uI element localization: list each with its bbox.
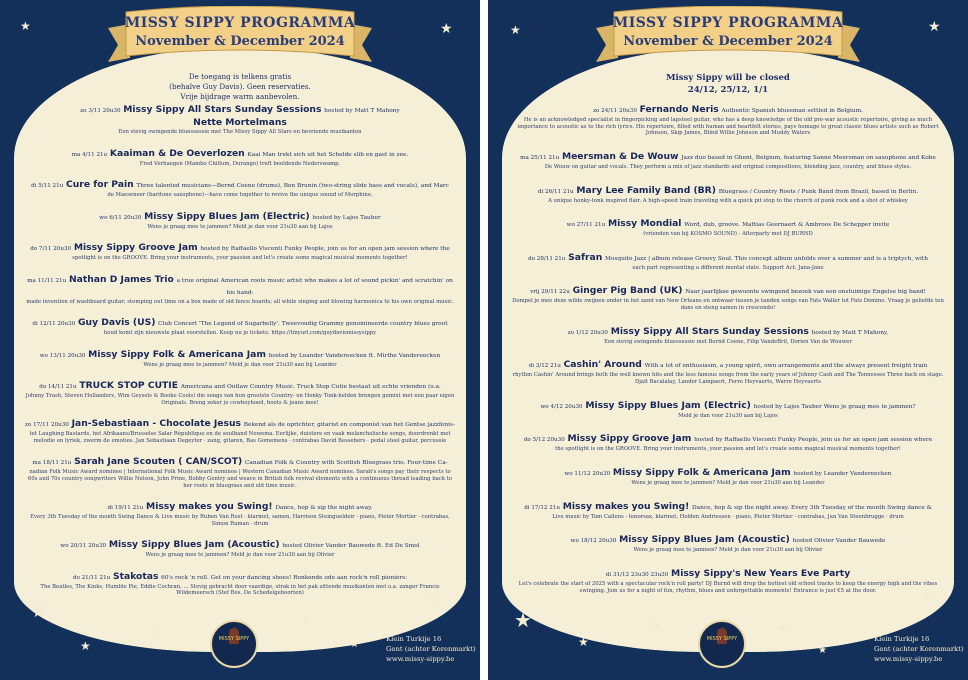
event-headline bbox=[24, 456, 456, 469]
event-title: Missy Sippy's New Years Eve Party bbox=[671, 567, 851, 579]
event-subtitle: hosted by Raffaello Visconti Funky People, join us for an open jam session where bbox=[694, 437, 933, 444]
event-item bbox=[24, 317, 456, 337]
event-headline bbox=[24, 274, 456, 299]
address-city: Gent (achter Korenmarkt) bbox=[386, 645, 476, 653]
event-guest: Nette Mortelmans bbox=[193, 117, 287, 128]
closure-dates: 24/12, 25/12, 1/1 bbox=[687, 85, 769, 95]
event-headline bbox=[512, 568, 944, 581]
event-title: Mary Lee Family Band (BR) bbox=[576, 184, 716, 196]
event-date: do 14/11 21u bbox=[39, 384, 77, 391]
event-date: di 12/11 20u30 bbox=[32, 321, 76, 328]
event-guest-line bbox=[24, 117, 456, 129]
event-title: Missy Sippy Groove Jam bbox=[567, 433, 692, 445]
event-item bbox=[512, 104, 944, 137]
event-subtitle: Americana and Outlaw Country Music. Truck Stop Cutie bestaat uit echte vrienden (o.a. bbox=[180, 384, 441, 391]
event-item bbox=[512, 185, 944, 205]
event-description: Dompel je mee deze wilde zwijnen onder in het zand van New Orleans en ontwaar tussen je tanden songs van Fats Waller tot Fats Domino. Vraag je geliefde ten dans en steng samen in crescendo! bbox=[512, 298, 944, 312]
event-item bbox=[24, 242, 456, 262]
event-date: zo 24/11 20u30 bbox=[593, 108, 637, 114]
address-street: Klein Turkije 16 bbox=[386, 635, 442, 643]
event-title: Missy Mondial bbox=[607, 218, 682, 230]
event-date: wo 4/12 20u30 bbox=[540, 403, 583, 410]
missy-sippy-logo bbox=[698, 620, 746, 668]
event-title: Missy Sippy Blues Jam (Electric) bbox=[585, 399, 751, 411]
event-headline bbox=[24, 148, 456, 161]
event-description: rhythm Cashin' Around brings both the well known hits and the less famous songs from the early years of Johnny Cash and The Tennessee Three back on stage. Djalt Bacalalay, Lander Lampaert, Ferre Heyvaerts, Warre Heyvaerts bbox=[512, 372, 944, 385]
event-item bbox=[512, 359, 944, 385]
event-item bbox=[512, 433, 944, 453]
event-title: Sarah Jane Scouten ( CAN/SCOT) bbox=[74, 456, 243, 468]
star-icon: ★ bbox=[778, 621, 789, 635]
event-description: Meld je dan voor 21u30 aan bij Lajos bbox=[678, 412, 778, 419]
event-date: do 21/11 21u bbox=[72, 574, 111, 581]
event-title: Missy Sippy Blues Jam (Electric) bbox=[144, 210, 310, 222]
title-banner bbox=[108, 6, 372, 68]
event-date: zo 3/11 20u30 bbox=[80, 108, 121, 114]
poster-december bbox=[488, 0, 968, 680]
event-item bbox=[512, 326, 944, 346]
event-date: zo 1/12 20u30 bbox=[567, 329, 608, 336]
event-date: wo 6/11 20u30 bbox=[99, 214, 142, 221]
event-subtitle: Bekend als de oprichter, gitarist en componist van het Gentse jazzfenis- bbox=[243, 422, 455, 429]
event-subtitle: hosted by Lajos Tauber Wens je graag mee te jammen? bbox=[753, 403, 916, 410]
intro-line: (behalve Guy Davis). Geen reservaties. bbox=[169, 82, 311, 91]
event-title: Guy Davis (US) bbox=[78, 317, 156, 329]
event-description: A unique honky-tonk inspired flair. A high-speed train traveling with a quick pit stop to the church of punk rock and a shot of whiskey bbox=[548, 197, 908, 204]
event-title: Safran bbox=[568, 251, 603, 263]
event-item bbox=[24, 148, 456, 168]
event-description: tet Laughing Bastards, het Afrikaans/Brusselse Salar République en de soulband Nowema. Eerlijke, duistere en vaak melancholische songs, doordrenkt met melodie en lyriek, zwerm de emoties. Jan Sebastiaan Degeyter · zang, gitaren, Bas Gomemens · contrabas David Bessebers · pedal steel guitar, percussie bbox=[29, 431, 451, 444]
star-icon: ★ bbox=[648, 616, 663, 635]
event-item bbox=[24, 456, 456, 489]
star-icon: ★ bbox=[30, 598, 50, 623]
event-subtitle: Dance, hop & sip the night away. bbox=[275, 505, 373, 512]
venue-address bbox=[874, 634, 964, 664]
closure-line: Missy Sippy will be closed bbox=[666, 73, 790, 83]
address-city: Gent (achter Korenmarkt) bbox=[874, 645, 964, 653]
event-description: Every 3th Tuesday of the month Swing Dance & Live music by Ruben Van Rost · klarinet, samen, Harrison Steingueldeir · piano, Pieter Mortier · contrabas, Simon Raman · drum bbox=[30, 514, 450, 527]
event-date: vrij 29/11 22u bbox=[530, 289, 570, 296]
event-item bbox=[24, 571, 456, 597]
event-subtitle: hosted Olivier Vander Bauwede bbox=[792, 538, 886, 545]
event-subtitle: hosted by Raffaello Visconti Funky People, join us for an open jam session where the bbox=[200, 246, 450, 253]
logo-text: MISSY SIPPY bbox=[218, 636, 250, 642]
event-title: Missy Sippy Folk & Americana Jam bbox=[88, 348, 266, 360]
event-date: do 5/12 20u30 bbox=[523, 437, 565, 444]
event-subtitle: 60's rock 'n roll. Get on your dancing shoes! Ronkende ode aan rock'n roll pioniers: bbox=[161, 574, 408, 581]
star-icon: ★ bbox=[80, 639, 91, 653]
event-description: de Maeseneer (baritone saxophone)—have come together to revive the unique sound of Morphine. bbox=[107, 192, 373, 199]
star-icon: ★ bbox=[440, 21, 453, 37]
event-title: Missy makes you Swing! bbox=[146, 501, 273, 513]
event-subtitle: hosted by Matt T Mahony, bbox=[811, 329, 889, 336]
star-icon: ★ bbox=[514, 608, 532, 632]
intro-line: De toegang is telkens gratis bbox=[188, 72, 292, 81]
event-date: zo 17/11 20u30 bbox=[25, 422, 69, 429]
event-headline bbox=[24, 571, 456, 584]
star-icon: ★ bbox=[928, 19, 941, 35]
event-date: ma 25/11 21u bbox=[520, 154, 560, 161]
event-headline bbox=[24, 380, 456, 393]
poster-november bbox=[0, 0, 480, 680]
event-headline bbox=[512, 218, 944, 231]
event-description: made invention of washboard guitar; stomping out time on a box made of old fence boards; all while singing and blowing harmonica to his own original music. bbox=[26, 298, 454, 305]
event-item bbox=[512, 400, 944, 420]
event-description: each part representing a different mental state. Support Act: Jana-Jane bbox=[632, 264, 824, 271]
event-title: Nathan D James Trio bbox=[68, 273, 174, 285]
event-date: di 26/11 21u bbox=[537, 188, 574, 195]
banner-subtitle: November & December 2024 bbox=[623, 34, 833, 49]
website-link[interactable]: www.missy-sippy.be bbox=[874, 655, 943, 663]
event-item bbox=[512, 534, 944, 554]
event-headline bbox=[24, 418, 456, 431]
event-item bbox=[24, 104, 456, 136]
event-headline bbox=[512, 534, 944, 547]
event-date: ma 4/11 21u bbox=[71, 151, 108, 158]
event-headline bbox=[24, 539, 456, 552]
event-title: Missy Sippy Blues Jam (Acoustic) bbox=[108, 539, 280, 551]
event-item bbox=[24, 179, 456, 199]
event-subtitle: hosted by Lajos Tauber bbox=[312, 214, 381, 221]
event-item bbox=[512, 218, 944, 238]
event-headline bbox=[24, 104, 456, 117]
event-headline bbox=[512, 285, 944, 298]
star-icon: ★ bbox=[350, 639, 359, 650]
event-subtitle: Club Concert 'The Legend of Sugarbelly'. Tweevoudig Grammy genomineerde country blues groot bbox=[158, 321, 448, 328]
entrance-info bbox=[130, 72, 350, 102]
star-icon: ★ bbox=[300, 614, 313, 630]
event-subtitle: Authentic Spanish bluesman settled in Belgium. bbox=[721, 108, 863, 114]
event-list bbox=[512, 104, 944, 608]
event-subtitle: Three talented musicians—Bernd Coene (drums), Ben Brunin (two-string slide bass and vocals), and Marc bbox=[136, 183, 449, 190]
event-headline bbox=[512, 252, 944, 265]
event-title: Cure for Pain bbox=[66, 179, 134, 191]
event-description: (vrienden van bij KOSMO SOUND) - Afterparty met DJ BURND bbox=[643, 231, 813, 238]
event-headline bbox=[512, 104, 944, 117]
event-description: Een stevig swingende bluessessie met Bernd Coene, Filip VandeBril, Dorien Van de Wouwer bbox=[604, 338, 852, 345]
event-headline bbox=[512, 400, 944, 413]
event-date: di 3/12 21u bbox=[528, 363, 561, 370]
event-subtitle: hosted by Matt T Mahony bbox=[324, 108, 400, 114]
missy-sippy-logo bbox=[210, 620, 258, 668]
star-icon: ★ bbox=[578, 635, 589, 649]
event-subtitle: Dance, hop & sip the night away. Every 3th Tuesday of the month Swing dance & bbox=[692, 504, 932, 511]
event-headline bbox=[512, 326, 944, 339]
event-title: TRUCK STOP CUTIE bbox=[79, 380, 178, 392]
event-date: di 5/11 21u bbox=[31, 183, 64, 190]
event-item bbox=[24, 380, 456, 406]
event-item bbox=[512, 501, 944, 521]
event-date: wo 27/11 21u bbox=[566, 222, 606, 229]
event-subtitle: Word, dub, groove. Mattias Geernaert & Ambroos De Schepper invite bbox=[684, 222, 890, 229]
event-date: di 17/12 21u bbox=[524, 504, 560, 511]
event-description: Wens je graag mee te jammen? Meld je dan voor 21u30 aan bij Olivier bbox=[633, 547, 823, 554]
event-headline bbox=[512, 151, 944, 164]
event-description: Johnny Trash, Steven Hollanders, Wim Geysels & Booke Cools) die songs van hun grootste Country- en Honky Tonk-helden brengen gemixt met een paar eigen Originals. Breng zeker je cowboyhoed, boots & jeans mee! bbox=[25, 393, 455, 406]
venue-address bbox=[386, 634, 476, 664]
event-description: Wens je graag mee te jammen? Meld je dan voor 21u30 aan bij Leander bbox=[631, 479, 825, 486]
event-item bbox=[512, 467, 944, 487]
event-item bbox=[512, 285, 944, 311]
event-title: Missy Sippy Blues Jam (Acoustic) bbox=[619, 534, 790, 546]
event-subtitle: With a lot of enthusiasm, a young spirit, own arrangements and the always present freight train bbox=[644, 363, 928, 370]
event-date: wo 20/11 20u30 bbox=[60, 543, 107, 550]
event-description: The Beatles, The Kinks, Humble Pie, Eddie Cochran, ... Stevig gebracht door vaardige, strak in het pak zittende muzikanten met o.a. zanger Francis Wildemeersch (Stef Bos, De Schedelgeboorten) bbox=[40, 583, 440, 597]
event-title: Meersman & De Wouw bbox=[561, 150, 679, 162]
event-description: nadian Folk Music Award nominee | International Folk Music Award nominee | Western Canadian Music Award nominee. Sarah's songs pay their respects to 60s and 70s country songwriters Willie Nelson, John Prine, Bobby Gentry and weave in British folk revival elements with a continuous thread leading back to her roots in bluegrass and old time music. bbox=[28, 469, 452, 489]
event-description: Wens je graag mee te jammen? Meld je dan voor 21u30 aan bij Leander bbox=[143, 361, 337, 368]
event-title: Ginger Pig Band (UK) bbox=[572, 285, 683, 297]
star-icon: ★ bbox=[918, 586, 935, 607]
event-title: Missy Sippy All Stars Sunday Sessions bbox=[123, 104, 322, 115]
event-date: do 7/11 20u30 bbox=[30, 246, 72, 253]
event-headline bbox=[24, 349, 456, 362]
logo-text: MISSY SIPPY bbox=[706, 636, 738, 642]
title-banner bbox=[596, 6, 860, 68]
event-item bbox=[512, 252, 944, 272]
event-date: di 31/12 23u30 23u30 bbox=[605, 571, 669, 578]
event-date: ma 18/11 21u bbox=[32, 460, 72, 467]
event-subtitle: hosted by Leander Vandereecken ft. Mirthe Vandereecken bbox=[268, 352, 441, 359]
address-street: Klein Turkije 16 bbox=[874, 635, 930, 643]
event-title: Missy Sippy Groove Jam bbox=[73, 242, 198, 254]
event-subtitle: Kaai Man trekt sich uit het Schelde slib en gast in zee. bbox=[247, 151, 409, 158]
event-item bbox=[512, 151, 944, 171]
event-item bbox=[512, 568, 944, 594]
event-date: di 19/11 21u bbox=[107, 505, 144, 512]
event-title: Fernando Neris bbox=[639, 104, 719, 115]
banner-title: MISSY SIPPY PROGRAMMA bbox=[612, 15, 844, 31]
event-date: wo 13/11 20u30 bbox=[39, 352, 86, 359]
event-title: Jan-Sebastiaan - Chocolate Jesus bbox=[71, 418, 242, 430]
event-subtitle: Naar jaarlijkse gewoonte swingend bezoek van een onstuimige Engelse big band! bbox=[685, 289, 926, 296]
event-headline bbox=[512, 501, 944, 514]
event-description: He is an acknowledged specialist in fingerpicking and lapsteel guitar, who has a deep knowledge of the old pre-war acoustic repertoire, giving as much importance to acoustic as to the rich lyrics. His repertoire, filled with human and heartfelt stories, pays homage to great classic blues artists such as Robert Johnson, Skip James, Blind Willie Johnson and Muddy Waters bbox=[517, 117, 939, 137]
event-item bbox=[24, 274, 456, 306]
event-item bbox=[24, 418, 456, 444]
closure-notice bbox=[608, 72, 848, 96]
event-description: Fred Verhaegen (Mambo Chillum, Durango) treft beeldende Nederswamp. bbox=[139, 160, 341, 167]
event-headline bbox=[24, 242, 456, 255]
banner-title: MISSY SIPPY PROGRAMMA bbox=[124, 15, 356, 31]
event-description: Een stevig swingende bluessessie met The Missy Sippy All Stars en bevriende muzikanten bbox=[118, 129, 362, 135]
banner-subtitle: November & December 2024 bbox=[135, 34, 345, 49]
event-description: houd komt zijn nieuwste plaat voorstellen. Koop nu je tickets: https://tinyurl.com/guydavismissysippy bbox=[103, 330, 377, 337]
event-headline bbox=[24, 317, 456, 330]
event-headline bbox=[512, 185, 944, 198]
event-date: wo 11/12 20u30 bbox=[564, 470, 611, 477]
event-headline bbox=[512, 359, 944, 372]
event-description: Live music by Tom Callens · tenorsax, klarinet, Holden Andriessen · piano, Pieter Mortier · contrabas, Jan Van Steenbrugge · drum bbox=[552, 513, 904, 520]
event-headline bbox=[24, 179, 456, 192]
event-title: Missy Sippy Folk & Americana Jam bbox=[612, 466, 791, 478]
event-headline bbox=[512, 433, 944, 446]
event-subtitle: Canadian Folk & Country with Scottish Bluegrass trio. Four-time Ca- bbox=[244, 460, 448, 467]
event-subtitle: a true original American roots music artist who makes a lot of sound pickin' and scratchin' on his hand- bbox=[176, 277, 453, 296]
event-item bbox=[24, 211, 456, 231]
star-icon: ★ bbox=[150, 620, 165, 639]
event-description: De Wouw on guitar and vocals. They perform a mix of jazz standards and original compositions, blending jazz, country, and blues styles. bbox=[544, 163, 912, 170]
event-subtitle: Mosquito Jazz | album release Groovy Soul. This concept album unfolds over a summer and is a triptych, with bbox=[604, 255, 928, 262]
website-link[interactable]: www.missy-sippy.be bbox=[386, 655, 455, 663]
event-description: Wens je graag mee te jammen? Meld je dan voor 21u30 aan bij Olivier bbox=[145, 552, 335, 559]
event-headline bbox=[512, 467, 944, 480]
event-title: Kaaiman & De Oeverlozen bbox=[109, 147, 245, 159]
star-icon: ★ bbox=[818, 645, 827, 656]
star-icon: ★ bbox=[510, 23, 521, 37]
event-headline bbox=[24, 211, 456, 224]
event-date: ma 11/11 21u bbox=[27, 277, 67, 284]
event-list bbox=[24, 104, 456, 609]
star-icon: ★ bbox=[426, 588, 443, 609]
event-item bbox=[24, 349, 456, 369]
star-icon: ★ bbox=[20, 19, 31, 33]
event-description: the spotlight is on the GROOVE. Bring your instruments, your passion and let's create some magical musical moments together! bbox=[555, 446, 901, 453]
intro-line: Vrije bijdrage warm aanbevolen. bbox=[180, 92, 300, 101]
event-title: Cashin' Around bbox=[563, 359, 642, 371]
event-description: spotlight is on the GROOVE. Bring your instruments, your passion and let's create some magical musical moments together! bbox=[72, 255, 408, 262]
event-date: wo 18/12 20u30 bbox=[570, 538, 617, 545]
event-subtitle: Jazz duo based in Ghent, Belgium, featuring Sanne Meersman on saxophone and Kobe bbox=[681, 154, 936, 161]
event-headline bbox=[24, 501, 456, 514]
event-item bbox=[24, 501, 456, 527]
event-description: Let's celebrate the start of 2025 with a spectacular rock'n roll party! DJ Burnd will drop the hottest old school tracks to keep the energy high and the vibes swinging. Join us for a night of fun, rhythm, blues and unforgettable moments! Entrance is just €5 at the door. bbox=[518, 580, 938, 594]
event-title: Missy Sippy All Stars Sunday Sessions bbox=[610, 325, 809, 337]
event-title: Stakotas bbox=[112, 570, 159, 582]
event-subtitle: Bluegrass / Country Roots / Punk Band from Brazil, based in Berlin. bbox=[718, 188, 919, 195]
event-subtitle: hosted Olivier Vander Bauwede ft. Ed De Smol bbox=[282, 543, 420, 550]
event-subtitle: hosted by Leander Vandereecken bbox=[793, 470, 892, 477]
event-title: Missy makes you Swing! bbox=[562, 500, 690, 512]
event-date: do 28/11 21u bbox=[528, 255, 566, 262]
event-item bbox=[24, 539, 456, 559]
event-description: Wens je graag mee te jammen? Meld je dan voor 21u30 aan bij Lajos bbox=[147, 223, 333, 230]
